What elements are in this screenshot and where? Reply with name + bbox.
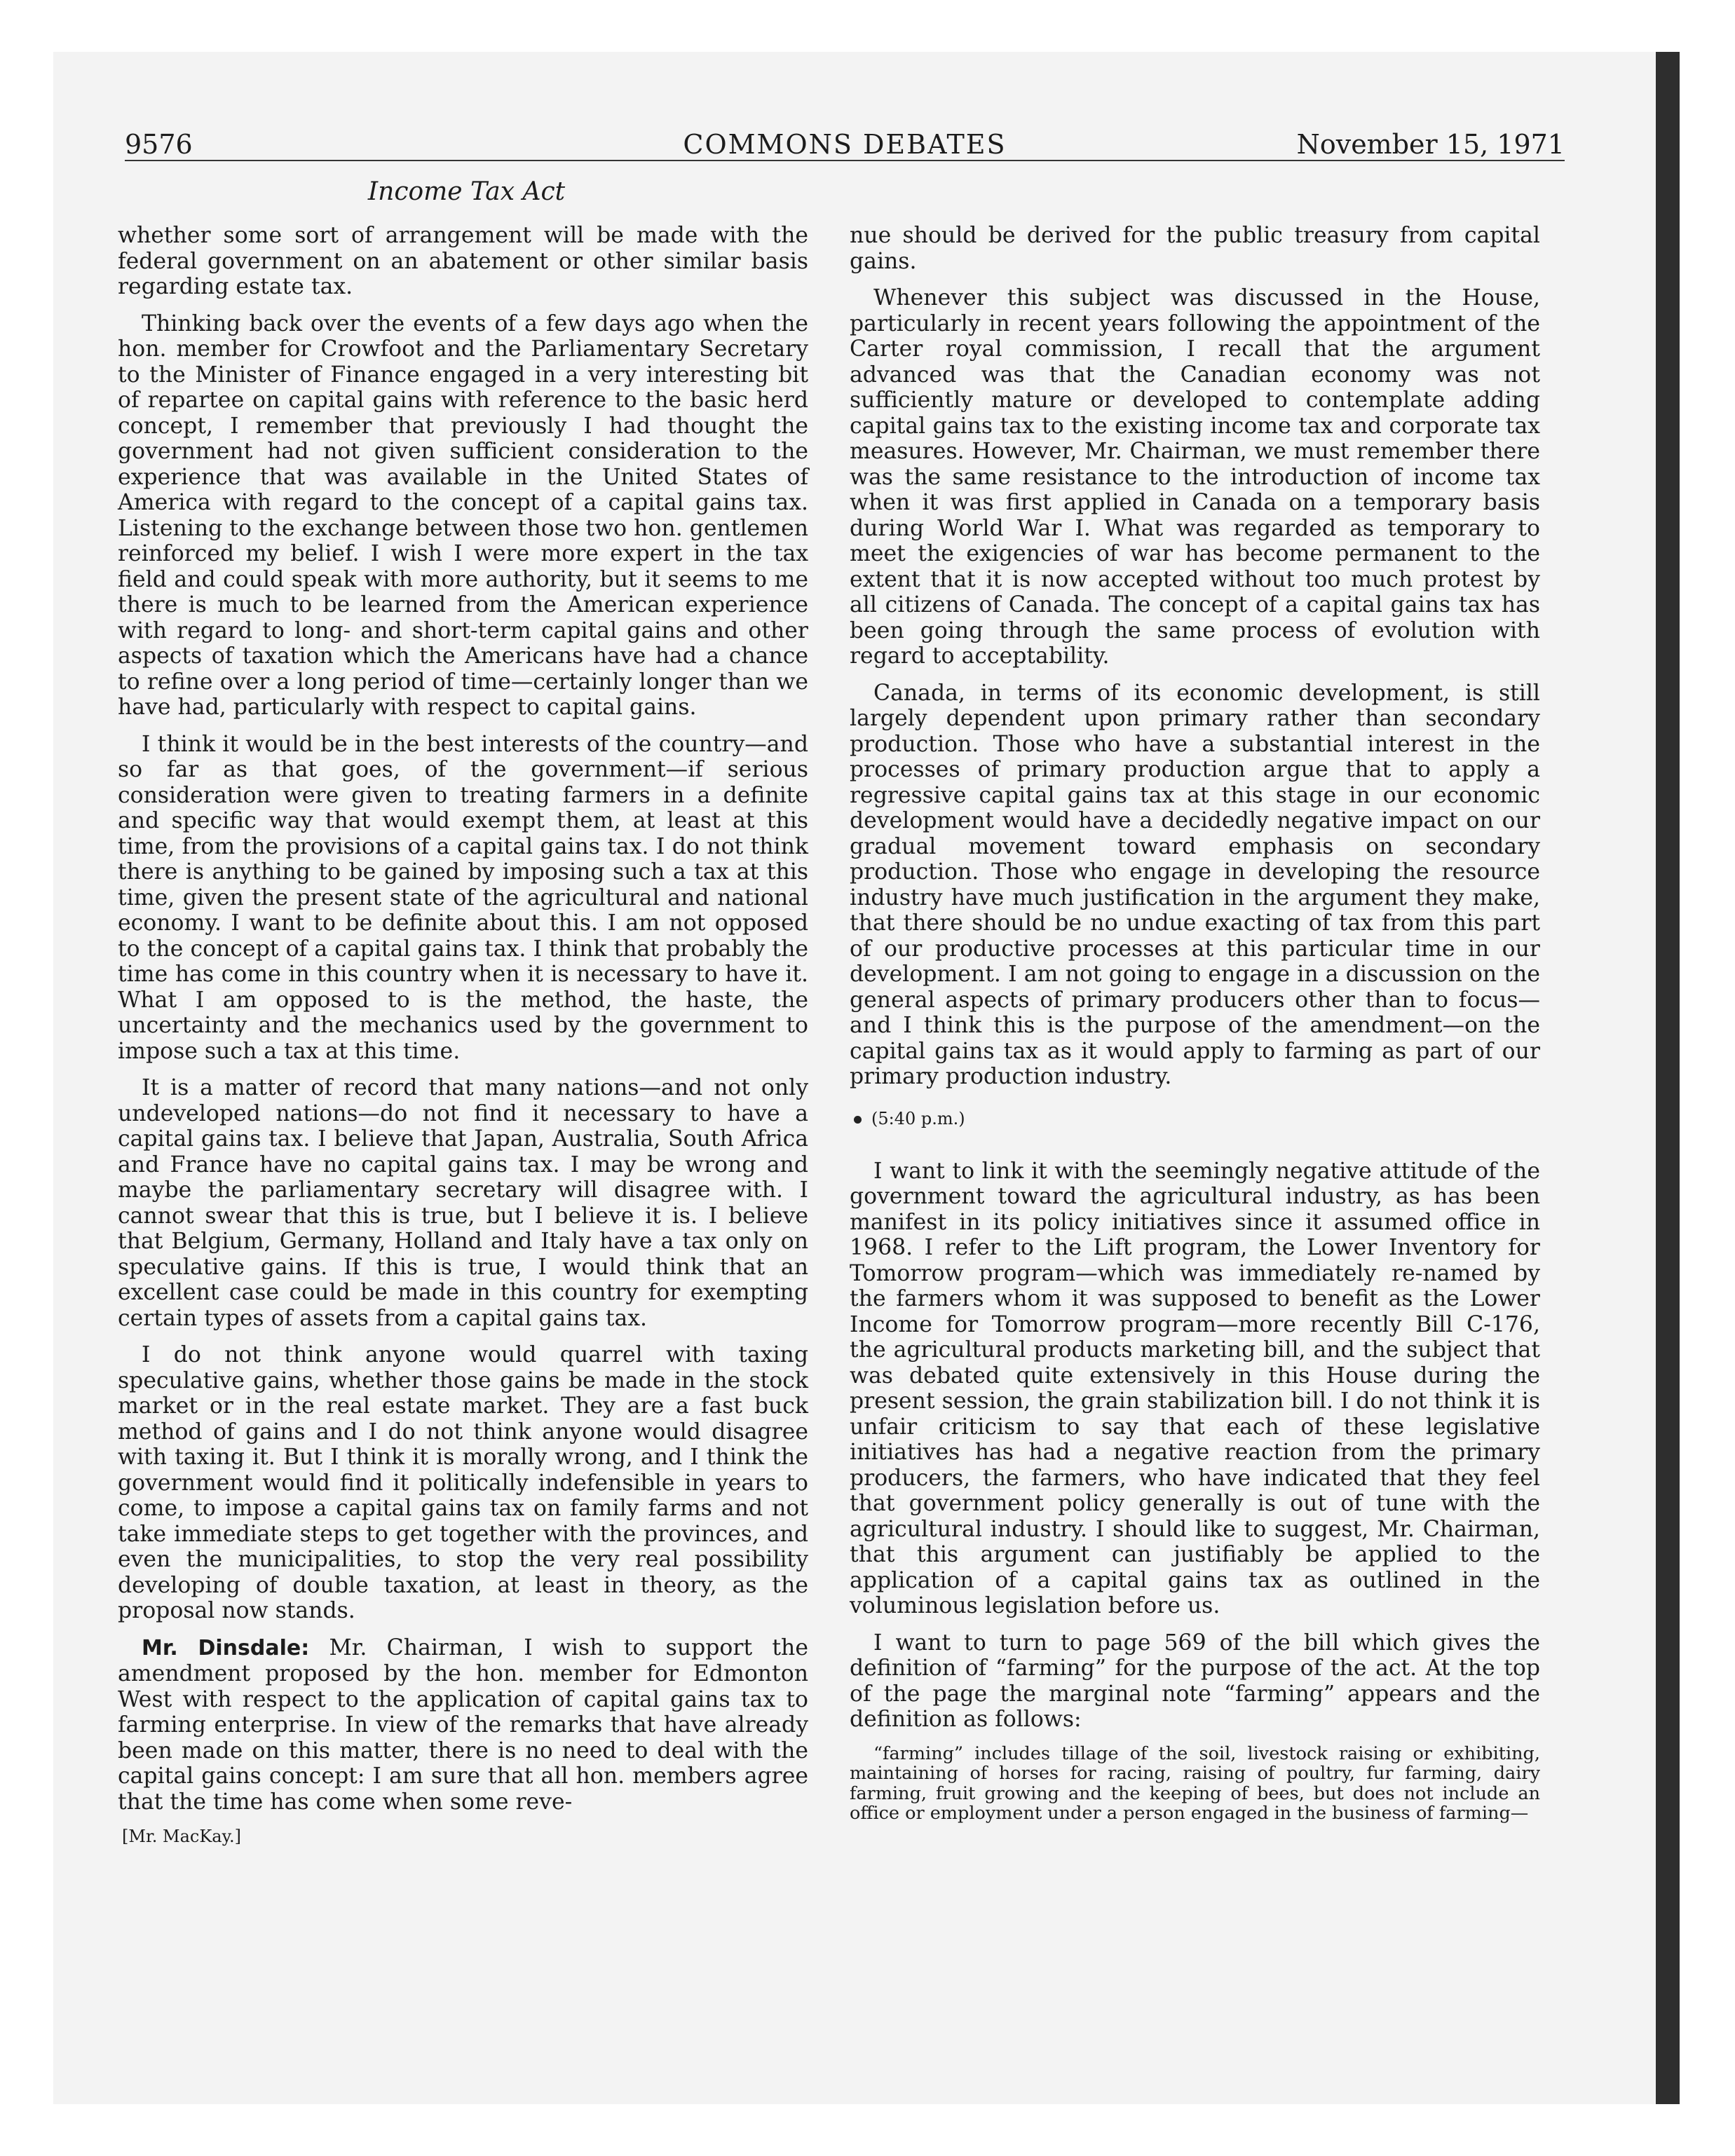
speaker-attribution: [Mr. MacKay.]	[122, 1827, 241, 1846]
publication-title: COMMONS DEBATES	[683, 129, 1007, 160]
time-marker	[854, 1108, 1540, 1129]
publication-date: November 15, 1971	[1296, 129, 1565, 160]
left-column	[118, 223, 808, 1847]
paragraph: Whenever this subject was discussed in the House, particularly in recent years following the appointment of the Carter royal commission, I recall that the argument advanced was that the Canadian economy was not sufficiently mature or developed to contemplate adding capital gains tax to the existing income tax and corporate tax measures. However, Mr. Chairman, we must remember there was the same resistance to the introduction of income tax when it was first applied in Canada on a temporary basis during World War I. What was regarded as temporary to meet the exigencies of war has become permanent to the extent that it is now accepted without too much protest by all citizens of Canada. The concept of a capital gains tax has been going through the same process of evolution with regard to acceptability.	[850, 285, 1540, 669]
speech-paragraph	[118, 1635, 808, 1815]
paragraph: I want to link it with the seemingly negative attitude of the government toward the agricultural industry, as has been manifest in its policy initiatives since it assumed office in 1968. I refer to the Lift program, the Lower Inventory for Tomorrow program—which was immediately re-named by the farmers whom it was supposed to benefit as the Lower Income for Tomorrow program—more recently Bill C-176, the agricultural products marketing bill, and the subject that was debated quite extensively in this House during the present session, the grain stabilization bill. I do not think it is unfair criticism to say that each of these legislative initiatives has had a negative reaction from the primary producers, the farmers, who have indicated that they feel that government policy generally is out of tune with the agricultural industry. I should like to suggest, Mr. Chairman, that this argument can justifiably be applied to the application of a capital gains tax as outlined in the voluminous legislation before us.	[850, 1158, 1540, 1618]
paragraph: I do not think anyone would quarrel with taxing speculative gains, whether those gains be made in the stock market or in the real estate market. They are a fast buck method of gains and I do not think anyone would disagree with taxing it. But I think it is morally wrong, and I think the government would find it politically indefensible in years to come, to impose a capital gains tax on family farms and not take immediate steps to get together with the provinces, and even the municipalities, to stop the very real possibility developing of double taxation, at least in theory, as the proposal now stands.	[118, 1342, 808, 1623]
paragraph: nue should be derived for the public treasury from capital gains.	[850, 223, 1540, 274]
section-subheading: Income Tax Act	[367, 177, 566, 206]
paragraph: I want to turn to page 569 of the bill which gives the definition of “farming” for the purpose of the act. At the top of the page the marginal note “farming” appears and the definition as follows:	[850, 1630, 1540, 1732]
bullet-icon	[854, 1116, 862, 1124]
page-number: 9576	[125, 129, 193, 160]
page-header	[125, 129, 1565, 161]
paragraph: It is a matter of record that many nations—and not only undeveloped nations—do not find it necessary to have a capital gains tax. I believe that Japan, Australia, South Africa and France have no capital gains tax. I may be wrong and maybe the parliamentary secretary will disagree with. I cannot swear that this is true, but I believe it is. I believe that Belgium, Germany, Holland and Italy have a tax only on speculative gains. If this is true, I would think that an excellent case could be made in this country for exempting certain types of assets from a capital gains tax.	[118, 1075, 808, 1331]
paragraph: whether some sort of arrangement will be made with the federal government on an abatement or other similar basis regarding estate tax.	[118, 223, 808, 299]
paragraph: Thinking back over the events of a few days ago when the hon. member for Crowfoot and the Parliamentary Secretary to the Minister of Finance engaged in a very interesting bit of repartee on capital gains with reference to the basic herd concept, I remember that previously I had thought the government had not given sufficient consideration to the experience that was available in the United States of America with regard to the concept of a capital gains tax. Listening to the exchange between those two hon. gentlemen reinforced my belief. I wish I were more expert in the tax field and could speak with more authority, but it seems to me there is much to be learned from the American experience with regard to long- and short-term capital gains and other aspects of taxation which the Americans have had a chance to refine over a long period of time—certainly longer than we have had, particularly with respect to capital gains.	[118, 311, 808, 720]
right-column	[850, 223, 1540, 1835]
scan-edge-shadow	[1656, 52, 1680, 2104]
block-quote: “farming” includes tillage of the soil, livestock raising or exhibiting, maintaining of horses for racing, raising of poultry, fur farming, dairy farming, fruit growing and the keeping of bees, but does not include an office or employment under a person engaged in the business of farming—	[850, 1742, 1540, 1824]
paragraph: Canada, in terms of its economic development, is still largely dependent upon primary rather than secondary production. Those who have a substantial interest in the processes of primary production argue that to apply a regressive capital gains tax at this stage in our economic development would have a decidedly negative impact on our gradual movement toward emphasis on secondary production. Those who engage in developing the resource industry have much justification in the argument they make, that there should be no undue exacting of tax from this part of our productive processes at this particular time in our development. I am not going to engage in a discussion on the general aspects of primary producers other than to focus—and I think this is the purpose of the amendment—on the capital gains tax as it would apply to farming as part of our primary production industry.	[850, 680, 1540, 1089]
speaker-name: Mr. Dinsdale:	[142, 1635, 310, 1660]
time-marker-text: (5:40 p.m.)	[871, 1108, 965, 1128]
paragraph: I think it would be in the best interests of the country—and so far as that goes, of the government—if serious consideration were given to treating farmers in a definite and specific way that would exempt them, at least at this time, from the provisions of a capital gains tax. I do not think there is anything to be gained by imposing such a tax at this time, given the present state of the agricultural and national economy. I want to be definite about this. I am not opposed to the concept of a capital gains tax. I think that probably the time has come in this country when it is necessary to have it. What I am opposed to is the method, the haste, the uncertainty and the mechanics used by the government to impose such a tax at this time.	[118, 731, 808, 1064]
speech-text: Mr. Chairman, I wish to support the amendment proposed by the hon. member for Edmonton West with respect to the application of capital gains tax to farming enterprise. In view of the remarks that have already been made on this matter, there is no need to deal with the capital gains concept: I am sure that all hon. members agree that the time has come when some reve-	[118, 1635, 808, 1815]
